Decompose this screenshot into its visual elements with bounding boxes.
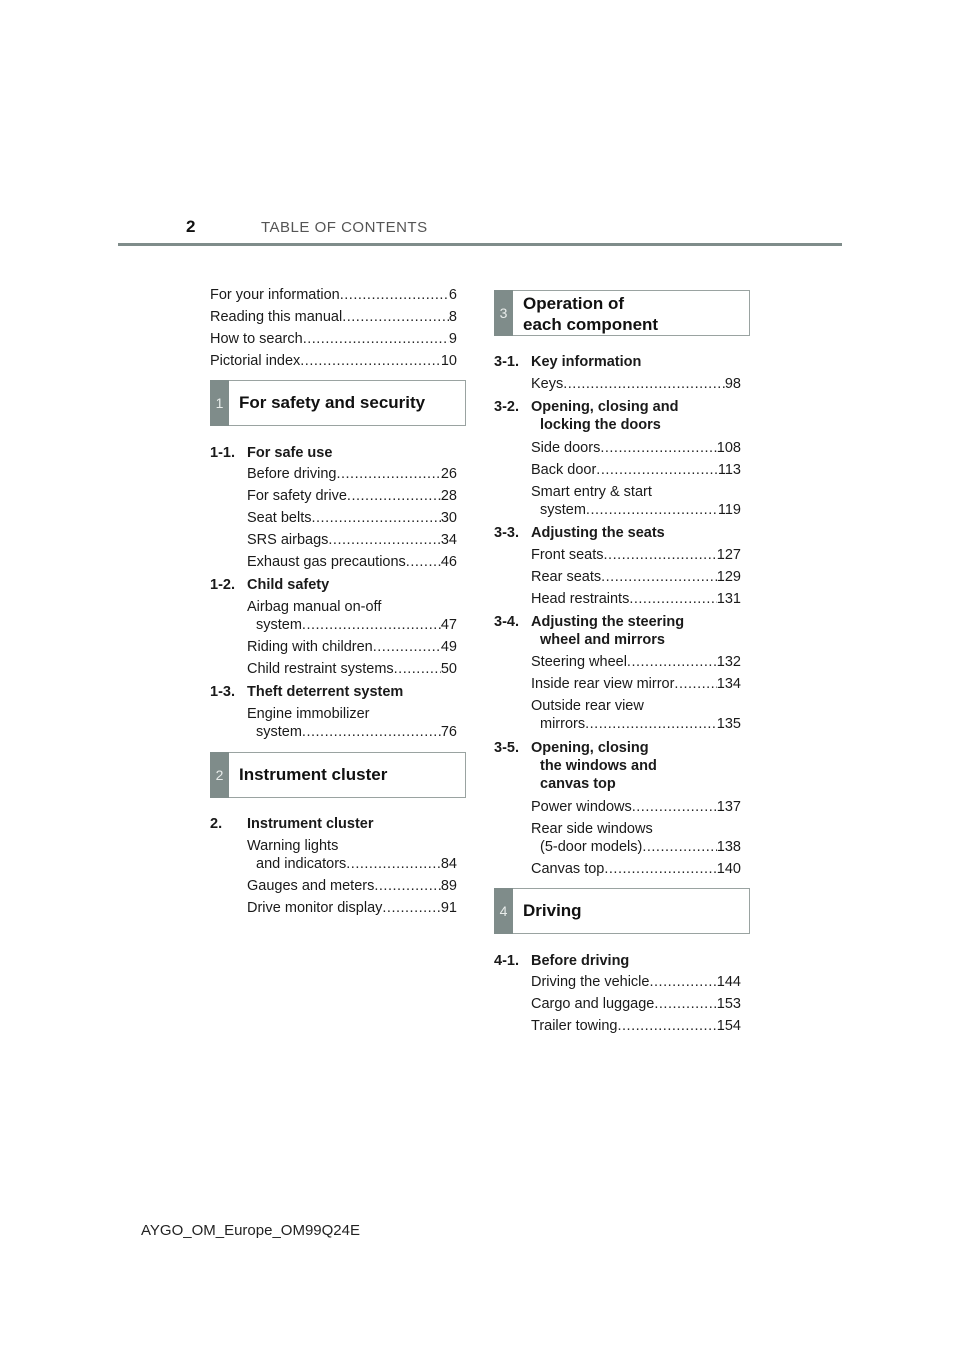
section-heading: 4-1. Before driving xyxy=(494,953,630,969)
section-heading: 3-5. Opening, closing the windows and canvas top xyxy=(494,740,657,792)
chapter-tab: 4 xyxy=(494,888,513,934)
toc-entry[interactable]: Gauges and meters ..... 89 xyxy=(247,877,457,895)
toc-entry[interactable]: Engine immobilizer system ..... 76 xyxy=(247,705,457,741)
toc-entry[interactable]: Outside rear view mirrors ..... 135 xyxy=(531,697,741,733)
toc-entry[interactable]: Reading this manual ..... 8 xyxy=(210,308,457,326)
section-heading: 3-2. Opening, closing and locking the doors xyxy=(494,399,679,433)
toc-entry[interactable]: Airbag manual on-off system ..... 47 xyxy=(247,598,457,634)
toc-entry[interactable]: Pictorial index ..... 10 xyxy=(210,352,457,370)
toc-entry[interactable]: SRS airbags ..... 34 xyxy=(247,531,457,549)
section-heading: 1-3. Theft deterrent system xyxy=(210,684,404,700)
section-heading: 3-4. Adjusting the steering wheel and mirrors xyxy=(494,614,685,648)
toc-entry[interactable]: Rear seats ..... 129 xyxy=(531,568,741,586)
chapter-tab: 1 xyxy=(210,380,229,426)
chapter-box-2[interactable] xyxy=(210,752,466,798)
section-heading: 3-3. Adjusting the seats xyxy=(494,525,665,541)
toc-entry[interactable]: Drive monitor display ..... 91 xyxy=(247,899,457,917)
chapter-box-4[interactable] xyxy=(494,888,750,934)
chapter-box-1[interactable] xyxy=(210,380,466,426)
toc-entry[interactable]: Before driving ..... 26 xyxy=(247,465,457,483)
chapter-title: Instrument cluster xyxy=(239,765,388,784)
toc-entry[interactable]: Rear side windows (5-door models) ..... 138 xyxy=(531,820,741,856)
toc-entry[interactable]: Side doors ..... 108 xyxy=(531,439,741,457)
chapter-title: Operation of xyxy=(523,294,625,313)
toc-entry[interactable]: Cargo and luggage ..... 153 xyxy=(531,995,741,1013)
chapter-title: Driving xyxy=(523,901,582,920)
toc-entry[interactable]: Canvas top ..... 140 xyxy=(531,860,741,878)
toc-entry[interactable]: Warning lights and indicators ..... 84 xyxy=(247,837,457,873)
toc-entry[interactable]: For safety drive ..... 28 xyxy=(247,487,457,505)
chapter-tab: 2 xyxy=(210,752,229,798)
chapter-tab: 3 xyxy=(494,290,513,336)
toc-entry[interactable]: Power windows ..... 137 xyxy=(531,798,741,816)
toc-entry[interactable]: Riding with children ..... 49 xyxy=(247,638,457,656)
toc-entry[interactable]: Exhaust gas precautions ..... 46 xyxy=(247,553,457,571)
toc-entry[interactable]: Child restraint systems ..... 50 xyxy=(247,660,457,678)
page-title: TABLE OF CONTENTS xyxy=(261,219,428,236)
document-code: AYGO_OM_Europe_OM99Q24E xyxy=(141,1222,360,1239)
toc-entry[interactable]: Inside rear view mirror ..... 134 xyxy=(531,675,741,693)
toc-entry[interactable]: Smart entry & start system ..... 119 xyxy=(531,483,741,519)
toc-entry[interactable]: Seat belts ..... 30 xyxy=(247,509,457,527)
toc-entry[interactable]: Driving the vehicle ..... 144 xyxy=(531,973,741,991)
toc-entry[interactable]: Keys ..... 98 xyxy=(531,375,741,393)
section-heading: 3-1. Key information xyxy=(494,354,642,370)
page-number: 2 xyxy=(186,217,196,236)
toc-entry[interactable]: How to search ..... 9 xyxy=(210,330,457,348)
section-heading: 2. Instrument cluster xyxy=(210,816,374,832)
section-heading: 1-2. Child safety xyxy=(210,577,330,593)
toc-entry[interactable]: Head restraints ..... 131 xyxy=(531,590,741,608)
toc-entry[interactable]: Back door ..... 113 xyxy=(531,461,741,479)
chapter-box-3[interactable] xyxy=(494,290,750,336)
chapter-title: For safety and security xyxy=(239,393,426,412)
toc-entry[interactable]: Steering wheel ..... 132 xyxy=(531,653,741,671)
chapter-title: each component xyxy=(523,315,659,334)
header-rule xyxy=(118,243,842,246)
section-heading: 1-1. For safe use xyxy=(210,445,333,461)
toc-entry[interactable]: Trailer towing ..... 154 xyxy=(531,1017,741,1035)
toc-entry[interactable]: Front seats ..... 127 xyxy=(531,546,741,564)
toc-entry[interactable]: For your information ..... 6 xyxy=(210,286,457,304)
